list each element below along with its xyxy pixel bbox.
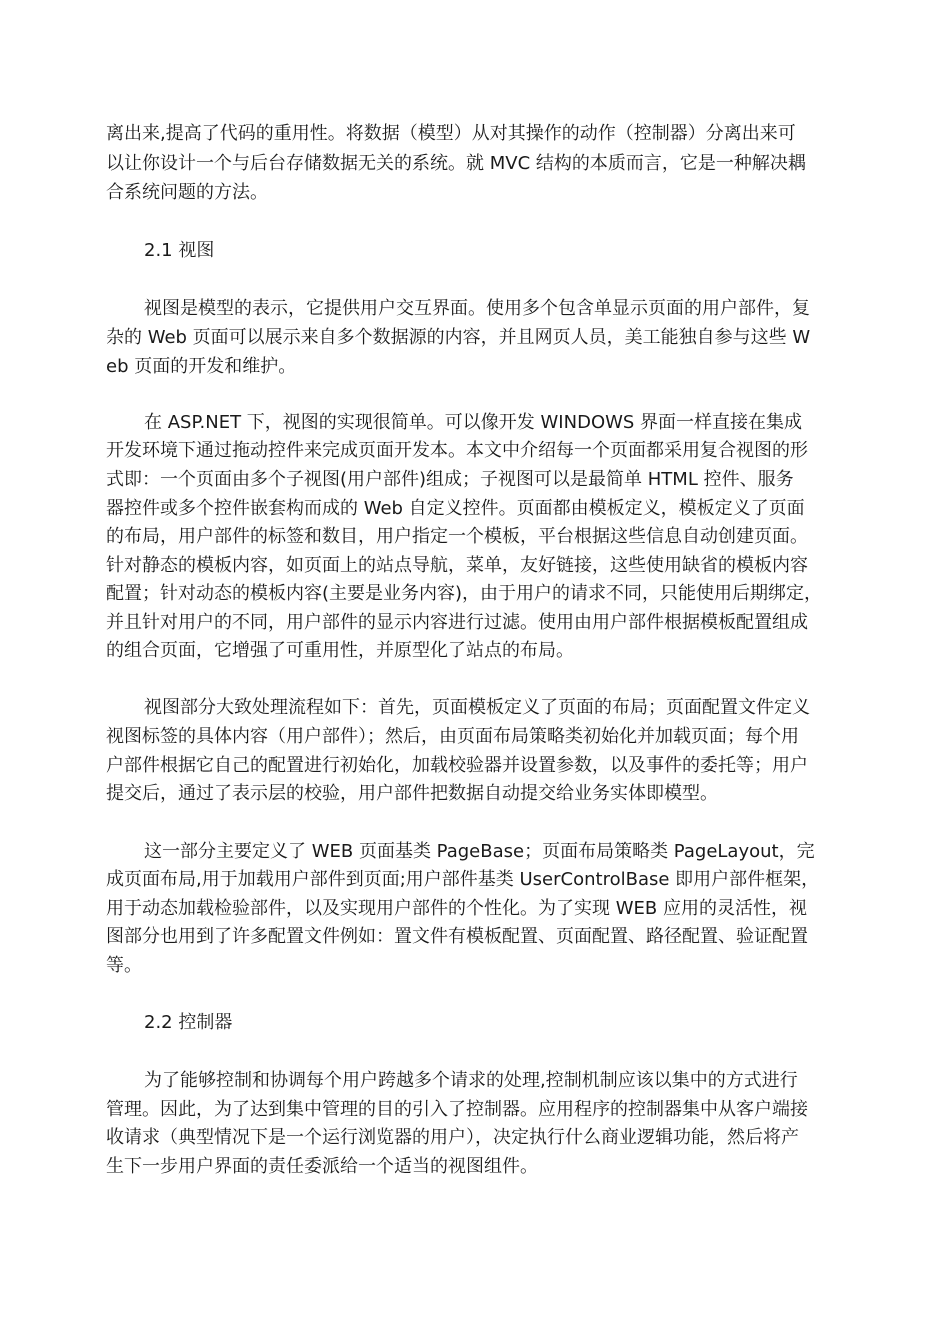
paragraph-line: 杂的 Web 页面可以展示来自多个数据源的内容，并且网页人员，美工能独自参与这些 W [106,327,811,348]
section-heading-controller: 2.2 控制器 [144,1012,233,1033]
paragraph-line: 的布局，用户部件的标签和数目，用户指定一个模板，平台根据这些信息自动创建页面。 [106,526,808,547]
paragraph-line: 收请求（典型情况下是一个运行浏览器的用户），决定执行什么商业逻辑功能，然后将产 [106,1127,799,1148]
paragraph-line: eb 页面的开发和维护。 [106,356,297,377]
paragraph-line: 视图是模型的表示，它提供用户交互界面。使用多个包含单显示页面的用户部件，复 [144,298,810,319]
paragraph-line: 的组合页面，它增强了可重用性，并原型化了站点的布局。 [106,640,574,661]
paragraph-line: 成页面布局,用于加载用户部件到页面;用户部件基类 UserControlBase 即用户部件框架， [106,869,820,890]
paragraph-line: 提交后，通过了表示层的校验，用户部件把数据自动提交给业务实体即模型。 [106,783,718,804]
paragraph-line: 为了能够控制和协调每个用户跨越多个请求的处理,控制机制应该以集中的方式进行 [144,1070,798,1091]
paragraph-line: 式即：一个页面由多个子视图(用户部件)组成；子视图可以是最简单 HTML 控件、服务 [106,469,794,490]
paragraph-line: 等。 [106,955,142,976]
paragraph-line: 用于动态加载检验部件，以及实现用户部件的个性化。为了实现 WEB 应用的灵活性，视 [106,898,807,919]
intro-line: 离出来,提高了代码的重用性。将数据（模型）从对其操作的动作（控制器）分离出来可 [106,123,796,144]
paragraph-line: 开发环境下通过拖动控件来完成页面开发本。本文中介绍每一个页面都采用复合视图的形 [106,440,808,461]
paragraph-line: 管理。因此，为了达到集中管理的目的引入了控制器。应用程序的控制器集中从客户端接 [106,1099,808,1120]
paragraph-line: 器控件或多个控件嵌套构而成的 Web 自定义控件。页面都由模板定义，模板定义了页面 [106,498,805,519]
paragraph-line: 生下一步用户界面的责任委派给一个适当的视图组件。 [106,1156,538,1177]
intro-line: 以让你设计一个与后台存储数据无关的系统。就 MVC 结构的本质而言，它是一种解决耦 [106,153,806,174]
paragraph-line: 针对静态的模板内容，如页面上的站点导航，菜单，友好链接，这些使用缺省的模板内容 [106,555,808,576]
paragraph-line: 视图标签的具体内容（用户部件）；然后，由页面布局策略类初始化并加载页面；每个用 [106,726,799,747]
paragraph-line: 配置；针对动态的模板内容(主要是业务内容)，由于用户的请求不同，只能使用后期绑定， [106,583,823,604]
paragraph-line: 在 ASP.NET 下，视图的实现很简单。可以像开发 WINDOWS 界面一样直接在集成 [144,412,803,433]
paragraph-line: 视图部分大致处理流程如下：首先，页面模板定义了页面的布局；页面配置文件定义 [144,697,810,718]
paragraph-line: 图部分也用到了许多配置文件例如：置文件有模板配置、页面配置、路径配置、验证配置 [106,926,808,947]
section-heading-view: 2.1 视图 [144,240,215,261]
paragraph-line: 并且针对用户的不同，用户部件的显示内容进行过滤。使用由用户部件根据模板配置组成 [106,612,808,633]
paragraph-line: 户部件根据它自己的配置进行初始化，加载校验器并设置参数，以及事件的委托等；用户 [106,755,808,776]
paragraph-line: 这一部分主要定义了 WEB 页面基类 PageBase；页面布局策略类 PageLayout，完 [144,841,815,862]
intro-line: 合系统问题的方法。 [106,182,268,203]
